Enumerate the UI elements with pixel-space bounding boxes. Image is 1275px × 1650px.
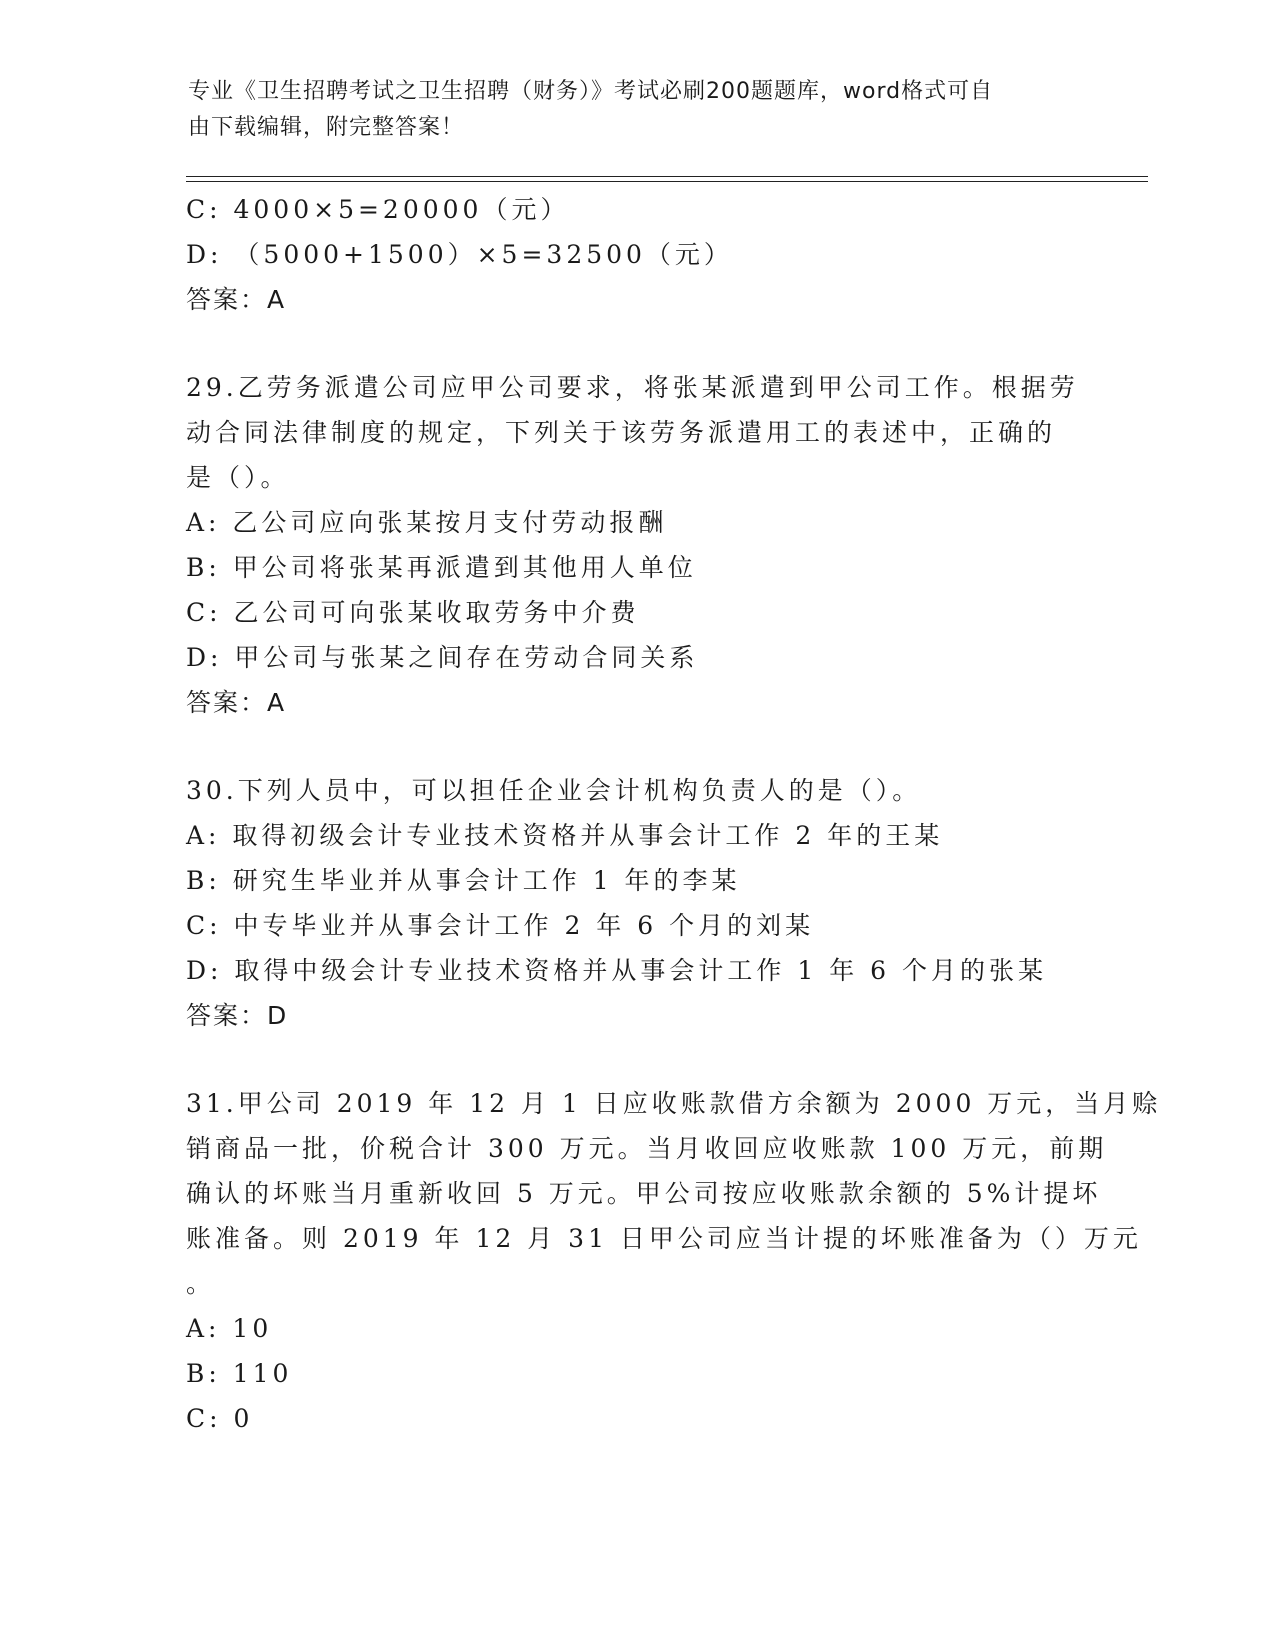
option-a: A: 10 [186, 1314, 273, 1343]
page-header [188, 74, 1068, 146]
header-divider [186, 176, 1148, 182]
document-body [186, 187, 1162, 1441]
question-stem-line: 确认的坏账当月重新收回 5 万元。甲公司按应收账款余额的 5%计提坏 [186, 1179, 1102, 1208]
question-31 [186, 1081, 1162, 1441]
option-b: B: 110 [186, 1359, 293, 1388]
question-stem-line: 销商品一批，价税合计 300 万元。当月收回应收账款 100 万元，前期 [186, 1134, 1108, 1163]
question-30 [186, 768, 1086, 1038]
option-a: A: 乙公司应向张某按月支付劳动报酬 [186, 508, 668, 537]
answer-line: 答案：D [186, 1001, 289, 1030]
option-b: B: 研究生毕业并从事会计工作 1 年的李某 [186, 866, 741, 895]
answer-line: 答案：A [186, 285, 287, 314]
option-c: C: 中专毕业并从事会计工作 2 年 6 个月的刘某 [186, 911, 815, 940]
answer-line: 答案：A [186, 688, 287, 717]
prev-question [186, 187, 1086, 322]
option-c: C: 乙公司可向张某收取劳务中介费 [186, 598, 640, 627]
option-a: A: 取得初级会计专业技术资格并从事会计工作 2 年的王某 [186, 821, 944, 850]
question-stem-line: 31.甲公司 2019 年 12 月 1 日应收账款借方余额为 2000 万元，当月赊 [186, 1089, 1162, 1118]
question-stem-line: 账准备。则 2019 年 12 月 31 日甲公司应当计提的坏账准备为（）万元 [186, 1224, 1142, 1253]
option-d: D: （5000+1500）×5=32500（元） [186, 240, 733, 269]
option-c: C: 0 [186, 1404, 254, 1433]
header-title-line-1: 专业《卫生招聘考试之卫生招聘（财务）》考试必刷200题题库，word格式可自 [188, 79, 994, 104]
question-stem-line: 30.下列人员中，可以担任企业会计机构负责人的是（）。 [186, 776, 922, 805]
option-c: C: 4000×5=20000（元） [186, 195, 570, 224]
question-stem-line: 动合同法律制度的规定，下列关于该劳务派遣用工的表述中，正确的 [186, 418, 1057, 447]
question-stem-line: 29.乙劳务派遣公司应甲公司要求，将张某派遣到甲公司工作。根据劳 [186, 373, 1079, 402]
question-29 [186, 365, 1086, 725]
option-d: D: 取得中级会计专业技术资格并从事会计工作 1 年 6 个月的张某 [186, 956, 1048, 985]
question-stem-line: 。 [186, 1269, 216, 1298]
option-b: B: 甲公司将张某再派遣到其他用人单位 [186, 553, 697, 582]
header-title-line-2: 由下载编辑，附完整答案！ [188, 115, 465, 140]
option-d: D: 甲公司与张某之间存在劳动合同关系 [186, 643, 699, 672]
question-stem-line: 是（）。 [186, 463, 290, 492]
